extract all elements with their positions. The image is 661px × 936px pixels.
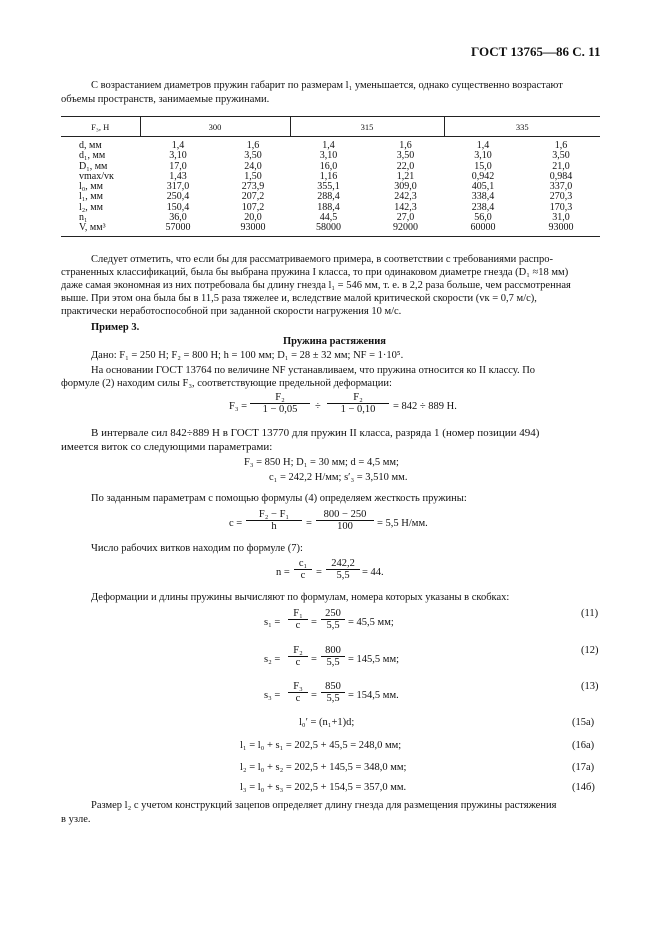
row-label: V, мм³ — [61, 223, 140, 236]
table-cell: 3,50 — [244, 150, 262, 162]
table-cell: 288,4 — [317, 191, 340, 203]
row-label: l₁, мм — [79, 191, 103, 203]
table-cell: 270,3 — [549, 191, 573, 203]
table-cell: 317,0 — [166, 181, 190, 193]
table-cell: 1,6 — [554, 140, 568, 151]
table-cell: 93000 — [522, 223, 600, 236]
table-cell: 21,0 — [552, 160, 570, 172]
table-row — [61, 137, 600, 152]
eq11-lhs: s₁ = — [264, 617, 281, 628]
eq13-lhs: s₃ = — [264, 690, 281, 701]
para7: Деформации и длины пружины вычисляют по формулам, номера которых указаны в скобках: — [91, 592, 510, 603]
formula-n-eq: = — [316, 567, 322, 578]
table-cell: 1,43 — [169, 170, 187, 182]
table-cell: 107,2 — [241, 201, 265, 213]
row-label: D₁, мм — [79, 160, 108, 172]
table-cell: 36,0 — [169, 212, 187, 224]
para5: По заданным параметрам с помощью формулы (4) определяем жесткость пружины: — [91, 493, 467, 504]
formula-c-rhs: = 5,5 Н/мм. — [377, 518, 428, 529]
eq17a-number: (17а) — [572, 762, 595, 773]
eq15a-number: (15а) — [572, 717, 595, 728]
table-cell: 93000 — [216, 223, 290, 236]
row-label: l₀, мм — [79, 181, 103, 193]
eq14b-text: l₃ = l₀ + s₃ = 202,5 + 154,5 = 357,0 мм. — [240, 782, 407, 793]
eq11-eq: = — [311, 617, 317, 628]
formula-f3-fraction-2 — [327, 392, 389, 415]
table-cell: 355,1 — [317, 181, 340, 193]
row-label: vmax/vк — [79, 170, 114, 182]
table-cell: 0,984 — [549, 170, 573, 182]
table-cell: 24,0 — [244, 160, 262, 172]
para2-line-5: практически неработоспособной при заданной скорости нагружения 10 м/с. — [61, 306, 402, 317]
table-cell: 1,4 — [171, 140, 185, 151]
eq12-number: (12) — [581, 645, 599, 656]
para2-line-2: страненных классификаций, была бы выбрана пружина I класса, то при одинаковом диаметре гнезда (D₁ ≈18 мм) — [61, 267, 569, 278]
intro-line-2: объемы пространств, занимаемые пружинами. — [61, 94, 270, 105]
formula-c-fraction-1 — [246, 509, 302, 532]
eq12-eq: = — [311, 654, 317, 665]
row-label: d₁, мм — [79, 150, 106, 162]
spring-parameters-table — [61, 116, 600, 237]
table-cell: 238,4 — [471, 201, 495, 213]
fraction-numerator: c₁ — [294, 558, 312, 570]
formula-f3-rhs: = 842 ÷ 889 Н. — [393, 401, 457, 412]
eq11-rhs: = 45,5 мм; — [348, 617, 394, 628]
table-cell: 60000 — [444, 223, 522, 236]
table-cell: 58000 — [290, 223, 367, 236]
fraction-numerator: 242,2 — [326, 558, 360, 570]
table-cell: 3,50 — [552, 150, 570, 162]
params-line-1: F₃ = 850 Н; D₁ = 30 мм; d = 4,5 мм; — [244, 457, 399, 468]
table-cell: 273,9 — [241, 181, 265, 193]
table-cell: 3,50 — [396, 150, 415, 162]
formula-n-fraction-1 — [294, 558, 312, 581]
fraction-denominator: 100 — [337, 521, 353, 532]
given-line: Дано: F₁ = 250 Н; F₂ = 800 Н; h = 100 мм; D₁ = 28 ± 32 мм; NF = 1·10⁵. — [91, 350, 404, 361]
formula-n-rhs: = 44. — [362, 567, 384, 578]
para3-line-1: На основании ГОСТ 13764 по величине NF устанавливаем, что пружина относится ко II классу. По — [91, 365, 536, 376]
table-cell: 1,6 — [246, 140, 260, 151]
table-cell: 22,0 — [396, 160, 415, 172]
params-line-2: c₁ = 242,2 Н/мм; s′₃ = 3,510 мм. — [269, 472, 408, 483]
table-cell: 207,2 — [241, 191, 265, 203]
eq12-lhs: s₂ = — [264, 654, 281, 665]
table-cell: 3,10 — [319, 150, 338, 162]
table-cell: 338,4 — [471, 191, 495, 203]
table-cell: 309,0 — [394, 181, 417, 193]
table-cell: 3,10 — [474, 150, 492, 162]
para2-line-3: даже самая экономная из них потребовала бы длину гнезда l₁ = 546 мм, т. е. в 2,2 раза больше, чем рассмотренная — [61, 280, 571, 291]
eq13-fraction-2 — [321, 681, 345, 704]
row-label: n₁ — [79, 212, 88, 224]
eq12-fraction-1 — [288, 645, 308, 668]
para8-line-1: Размер l₂ с учетом конструкций зацепов определяет длину гнезда для размещения пружины растяжения — [91, 800, 557, 811]
table-row — [61, 223, 600, 236]
table-cell: 1,6 — [399, 140, 412, 151]
formula-c-eq: = — [306, 518, 312, 529]
fraction-numerator: F₃ — [288, 681, 308, 693]
eq17a-text: l₂ = l₀ + s₂ = 202,5 + 145,5 = 348,0 мм; — [240, 762, 407, 773]
table-cell: 1,16 — [319, 170, 338, 182]
table-cell: 1,50 — [244, 170, 262, 182]
formula-f3-op: ÷ — [315, 401, 321, 412]
formula-c-fraction-2 — [316, 509, 374, 532]
fraction-numerator: 800 − 250 — [316, 509, 374, 521]
fraction-numerator: F₂ — [327, 392, 389, 404]
fraction-numerator: F₂ — [288, 645, 308, 657]
fraction-denominator: 1 − 0,05 — [262, 404, 298, 415]
fraction-denominator: c — [295, 620, 301, 631]
table-cell: 20,0 — [244, 212, 262, 224]
eq15a-text: l₀′ = (n₁+1)d; — [299, 717, 355, 728]
table-cell: 142,3 — [394, 201, 417, 213]
fraction-denominator: 5,5 — [326, 620, 340, 631]
spring-title: Пружина растяжения — [283, 336, 386, 347]
row-label: l₂, мм — [79, 201, 103, 213]
eq13-eq: = — [311, 690, 317, 701]
eq12-fraction-2 — [321, 645, 345, 668]
intro-line-1: С возрастанием диаметров пружин габарит по размерам l₁ уменьшается, однако существенно возрастают — [91, 80, 563, 91]
example-label: Пример 3. — [91, 322, 140, 333]
table-cell: 16,0 — [319, 160, 338, 172]
fraction-numerator: F₂ — [250, 392, 310, 404]
formula-f3-lhs: F₃ = — [229, 401, 248, 412]
table-cell: 1,4 — [322, 140, 335, 151]
fraction-numerator: 800 — [321, 645, 345, 657]
table-cell: 44,5 — [319, 212, 338, 224]
para4-line-2: имеется виток со следующими параметрами: — [61, 441, 273, 453]
eq12-rhs: = 145,5 мм; — [348, 654, 400, 665]
fraction-denominator: 5,5 — [326, 693, 340, 704]
table-cell: 27,0 — [396, 212, 415, 224]
table-cell: 1,21 — [396, 170, 415, 182]
table-cell: 15,0 — [474, 160, 492, 172]
table-cell: 337,0 — [549, 181, 573, 193]
eq13-number: (13) — [581, 681, 599, 692]
para8-line-2: в узле. — [61, 814, 91, 825]
eq11-fraction-2 — [321, 608, 345, 631]
formula-c-lhs: c = — [229, 518, 243, 529]
table-group-315: 315 — [290, 117, 444, 137]
table-group-335: 335 — [444, 117, 600, 137]
eq14b-number: (14б) — [572, 782, 595, 793]
para2-line-4: выше. При этом она была бы в 11,5 раза тяжелее и, вследствие малой критической скорости (vк = 0,7 м/с), — [61, 293, 537, 304]
fraction-denominator: h — [271, 521, 277, 532]
fraction-denominator: 5,5 — [326, 657, 340, 668]
table-cell: 31,0 — [552, 212, 570, 224]
table-group-300: 300 — [140, 117, 290, 137]
table-cell: 188,4 — [317, 201, 340, 213]
para3-line-2: формуле (2) находим силы F₃, соответствующие предельной деформации: — [61, 378, 392, 389]
eq16a-number: (16а) — [572, 740, 595, 751]
fraction-denominator: c — [295, 693, 301, 704]
eq11-number: (11) — [581, 608, 599, 619]
formula-n-lhs: n = — [276, 567, 290, 578]
table-cell: 3,10 — [169, 150, 187, 162]
table-cell: 150,4 — [166, 201, 190, 213]
eq11-fraction-1 — [288, 608, 308, 631]
para6: Число рабочих витков находим по формуле (7): — [91, 543, 303, 554]
formula-n-fraction-2 — [326, 558, 360, 581]
table-cell: 242,3 — [394, 191, 417, 203]
fraction-denominator: 5,5 — [336, 570, 350, 581]
eq13-fraction-1 — [288, 681, 308, 704]
para4-line-1: В интервале сил 842÷889 Н в ГОСТ 13770 для пружин II класса, разряда 1 (номер позиции 494) — [91, 427, 540, 439]
eq13-rhs: = 154,5 мм. — [348, 690, 399, 701]
page-header: ГОСТ 13765—86 С. 11 — [471, 44, 601, 59]
table-cell: 57000 — [140, 223, 216, 236]
table-cell: 1,4 — [476, 140, 490, 151]
fraction-numerator: F₁ — [288, 608, 308, 620]
eq16a-text: l₁ = l₀ + s₁ = 202,5 + 45,5 = 248,0 мм; — [240, 740, 402, 751]
fraction-denominator: 1 − 0,10 — [340, 404, 376, 415]
row-label: d, мм — [79, 140, 102, 151]
table-cell: 0,942 — [471, 170, 495, 182]
table-cell: 405,1 — [471, 181, 495, 193]
table-head-label: F₃, Н — [61, 117, 140, 137]
para2-line-1: Следует отметить, что если бы для рассматриваемого примера, в соответствии с требованиями распро- — [91, 254, 554, 265]
table-cell: 92000 — [367, 223, 444, 236]
table-cell: 17,0 — [169, 160, 187, 172]
fraction-numerator: F₂ − F₁ — [246, 509, 302, 521]
formula-f3-fraction-1 — [250, 392, 310, 415]
table-cell: 250,4 — [166, 191, 190, 203]
table-cell: 170,3 — [549, 201, 573, 213]
fraction-numerator: 850 — [321, 681, 345, 693]
fraction-denominator: c — [300, 570, 306, 581]
table-cell: 56,0 — [474, 212, 492, 224]
fraction-denominator: c — [295, 657, 301, 668]
fraction-numerator: 250 — [321, 608, 345, 620]
